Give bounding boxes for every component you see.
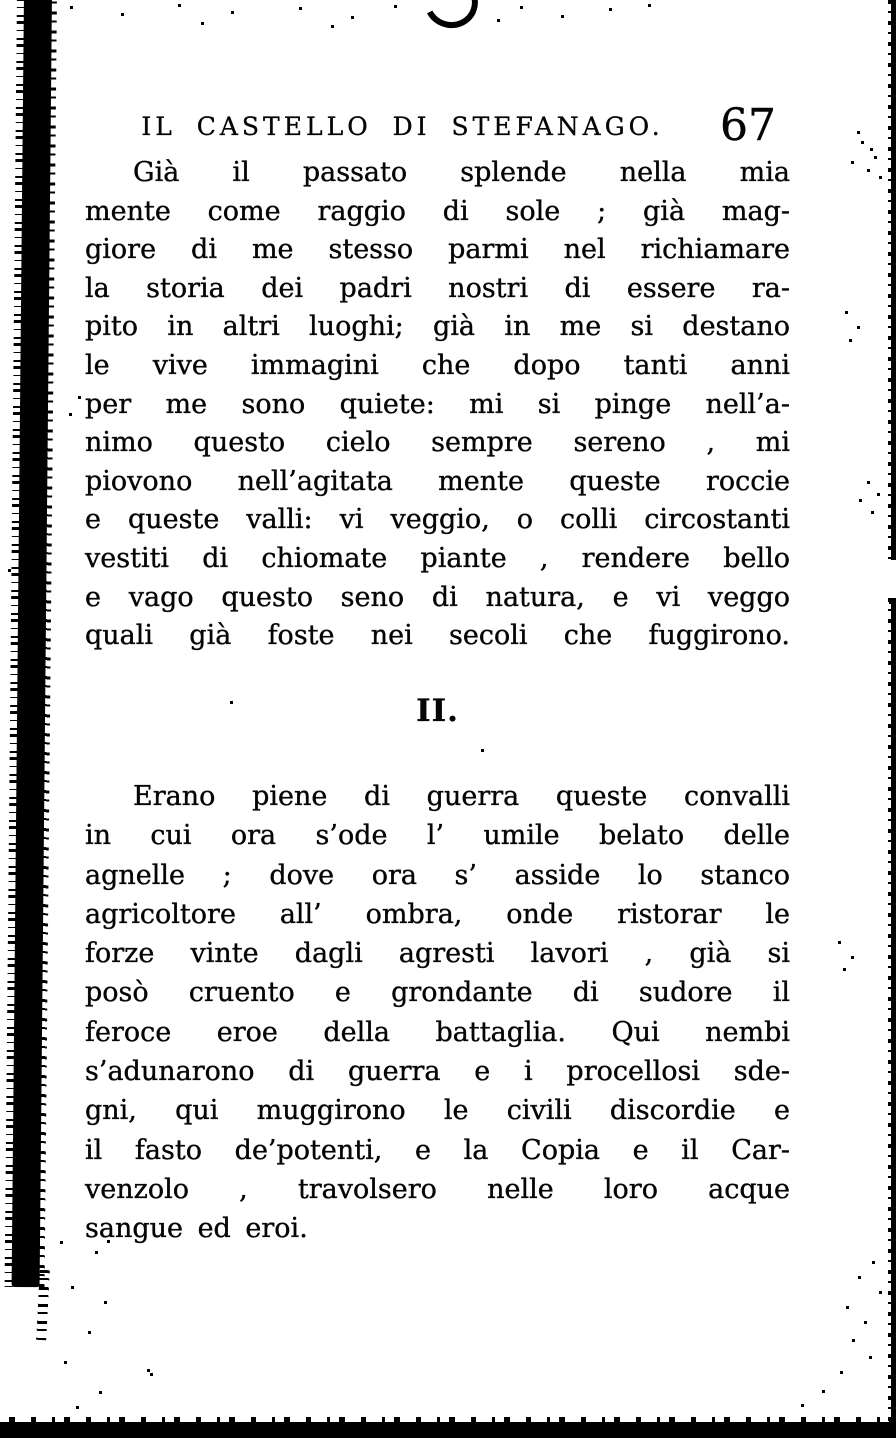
text-line: le vive immagini che dopo tanti anni — [85, 349, 790, 381]
running-header-title: IL CASTELLO DI STEFANAGO. — [141, 112, 664, 141]
text-line: agnelle ; dove ora s’ asside lo stanco — [85, 859, 790, 891]
text-line: la storia dei padri nostri di essere ra- — [85, 272, 790, 304]
text-line: sangue ed eroi. — [85, 1213, 308, 1245]
text-line: pito in altri luoghi; già in me si destano — [85, 311, 790, 343]
page-number: 67 — [720, 100, 776, 151]
text-line: giore di me stesso parmi nel richiamare — [85, 234, 790, 266]
text-line: Già il passato splende nella mia — [133, 157, 790, 188]
scan-edge-right — [891, 598, 896, 1438]
section-heading: II. — [416, 693, 459, 729]
text-line: s’adunarono di guerra e i procellosi sde- — [85, 1056, 790, 1088]
paragraph-1 — [85, 154, 790, 656]
text-line: forze vinte dagli agresti lavori , già si — [85, 938, 790, 970]
scan-noise-speckles — [0, 0, 3, 3]
ink-smudge — [417, 0, 484, 35]
text-line: quali già foste nei secoli che fuggirono. — [85, 620, 790, 652]
text-line: vestiti di chiomate piante , rendere bello — [85, 542, 790, 574]
scan-edge-right — [891, 0, 896, 560]
text-line: gni, qui muggirono le civili discordie e — [85, 1095, 790, 1127]
text-line: feroce eroe della battaglia. Qui nembi — [85, 1016, 790, 1048]
binding-gutter-shadow — [12, 0, 52, 1287]
text-line: e vago questo seno di natura, e vi veggo — [85, 581, 790, 613]
text-line: posò cruento e grondante di sudore il — [85, 977, 790, 1009]
text-line: e queste valli: vi veggio, o colli circostanti — [85, 504, 790, 536]
text-line: Erano piene di guerra queste convalli — [133, 781, 790, 812]
text-line: mente come raggio di sole ; già mag- — [85, 195, 790, 227]
text-line: per me sono quiete: mi si pinge nell’a- — [85, 388, 790, 420]
text-line: nimo questo cielo sempre sereno , mi — [85, 427, 790, 459]
text-line: in cui ora s’ode l’ umile belato delle — [85, 820, 790, 852]
paragraph-2 — [85, 777, 790, 1249]
text-line: il fasto de’potenti, e la Copia e il Car- — [85, 1134, 790, 1166]
text-line: venzolo , travolsero nelle loro acque — [85, 1173, 790, 1205]
scan-edge-bottom — [0, 1422, 896, 1438]
text-line: piovono nell’agitata mente queste roccie — [85, 465, 790, 497]
text-line: agricoltore all’ ombra, onde ristorar le — [85, 898, 790, 930]
